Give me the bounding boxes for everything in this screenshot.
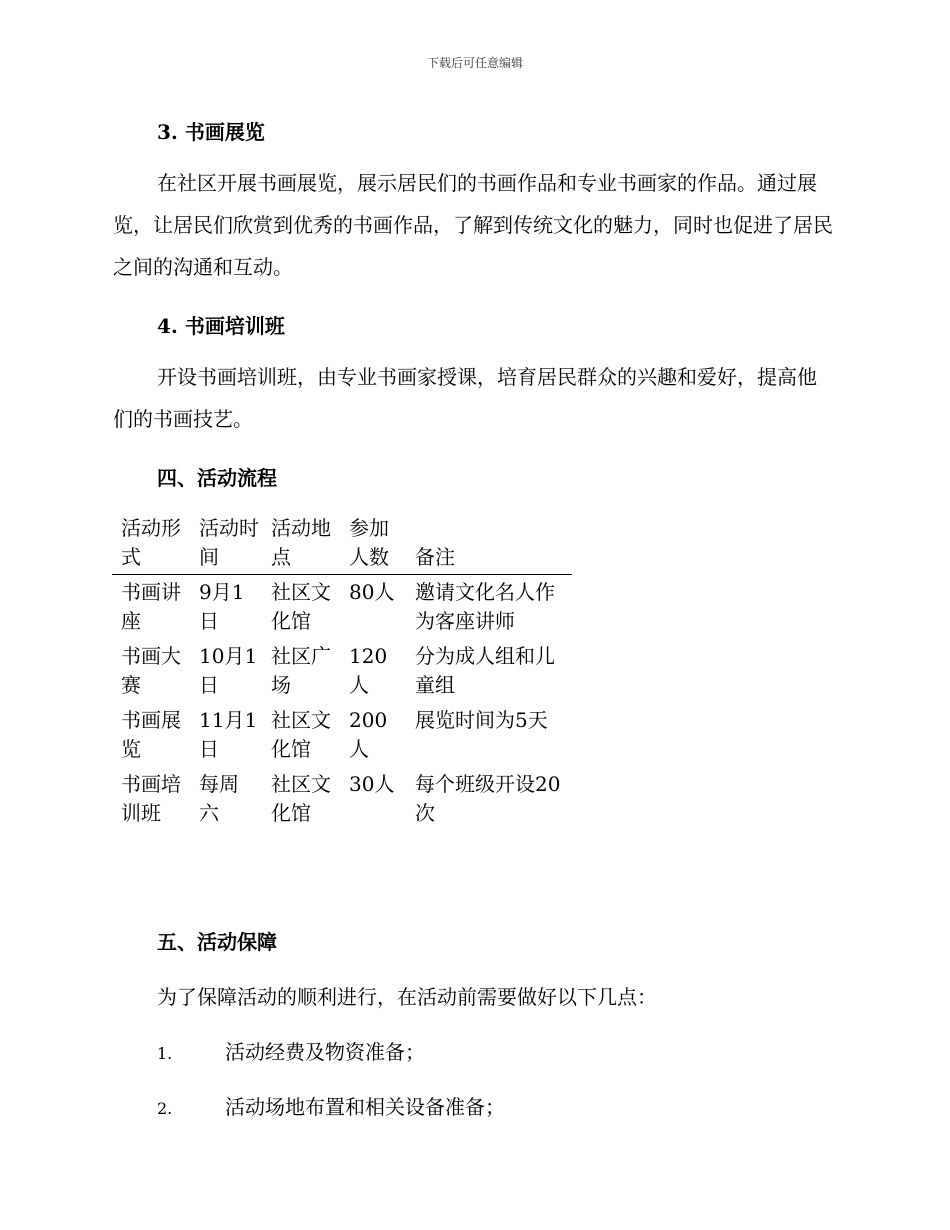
list-number: 2. bbox=[157, 1099, 173, 1118]
table-cell: 书画培训班 bbox=[121, 772, 181, 825]
column-header: 备注 bbox=[406, 514, 572, 575]
column-header: 参加人数 bbox=[340, 514, 406, 575]
list-text: 活动场地布置和相关设备准备； bbox=[225, 1095, 505, 1119]
table-header-row bbox=[112, 514, 572, 575]
table-cell: 200人 bbox=[349, 708, 388, 761]
guarantee-intro: 为了保障活动的顺利进行，在活动前需要做好以下几点： bbox=[157, 985, 657, 1009]
table-cell: 邀请文化名人作为客座讲师 bbox=[415, 580, 555, 633]
list-item bbox=[157, 1091, 505, 1120]
table-cell: 每周六 bbox=[199, 772, 239, 825]
guarantee-heading: 五、活动保障 bbox=[157, 930, 277, 954]
table-cell: 书画讲座 bbox=[121, 580, 181, 633]
table-cell: 社区广场 bbox=[271, 644, 331, 697]
section-3-heading: 3. 书画展览 bbox=[157, 120, 265, 144]
table-cell: 120人 bbox=[349, 644, 388, 697]
table-cell: 书画展览 bbox=[121, 708, 181, 761]
section-3-paragraph: 在社区开展书画展览，展示居民们的书画作品和专业书画家的作品。通过展览，让居民们欣赏到优秀的书画作品，了解到传统文化的魅力，同时也促进了居民之间的沟通和互动。 bbox=[113, 171, 833, 279]
table-row bbox=[112, 639, 572, 703]
table-cell: 9月1日 bbox=[199, 580, 245, 633]
header-note: 下载后可任意编辑 bbox=[426, 56, 523, 70]
process-heading: 四、活动流程 bbox=[157, 466, 277, 490]
table-cell: 11月1日 bbox=[199, 708, 258, 761]
list-item bbox=[157, 1036, 425, 1065]
table-cell: 80人 bbox=[349, 580, 395, 604]
column-header: 活动地点 bbox=[262, 514, 340, 575]
table-cell: 30人 bbox=[349, 772, 395, 796]
table-cell: 10月1日 bbox=[199, 644, 258, 697]
column-header: 活动形式 bbox=[112, 514, 190, 575]
table-cell: 展览时间为5天 bbox=[415, 708, 548, 732]
column-header: 活动时间 bbox=[190, 514, 262, 575]
table-cell: 分为成人组和儿童组 bbox=[415, 644, 555, 697]
section-4-paragraph: 开设书画培训班，由专业书画家授课，培育居民群众的兴趣和爱好，提高他们的书画技艺。 bbox=[113, 365, 817, 431]
table-cell: 社区文化馆 bbox=[271, 772, 331, 825]
table-cell: 每个班级开设20次 bbox=[415, 772, 561, 825]
schedule-table-wrapper bbox=[112, 514, 572, 831]
table-row bbox=[112, 767, 572, 831]
section-4-heading: 4. 书画培训班 bbox=[157, 314, 285, 338]
table-cell: 书画大赛 bbox=[121, 644, 181, 697]
list-text: 活动经费及物资准备； bbox=[225, 1040, 425, 1064]
table-row bbox=[112, 575, 572, 640]
schedule-table bbox=[112, 514, 572, 831]
table-cell: 社区文化馆 bbox=[271, 708, 331, 761]
table-row bbox=[112, 703, 572, 767]
table-cell: 社区文化馆 bbox=[271, 580, 331, 633]
list-number: 1. bbox=[157, 1044, 173, 1063]
